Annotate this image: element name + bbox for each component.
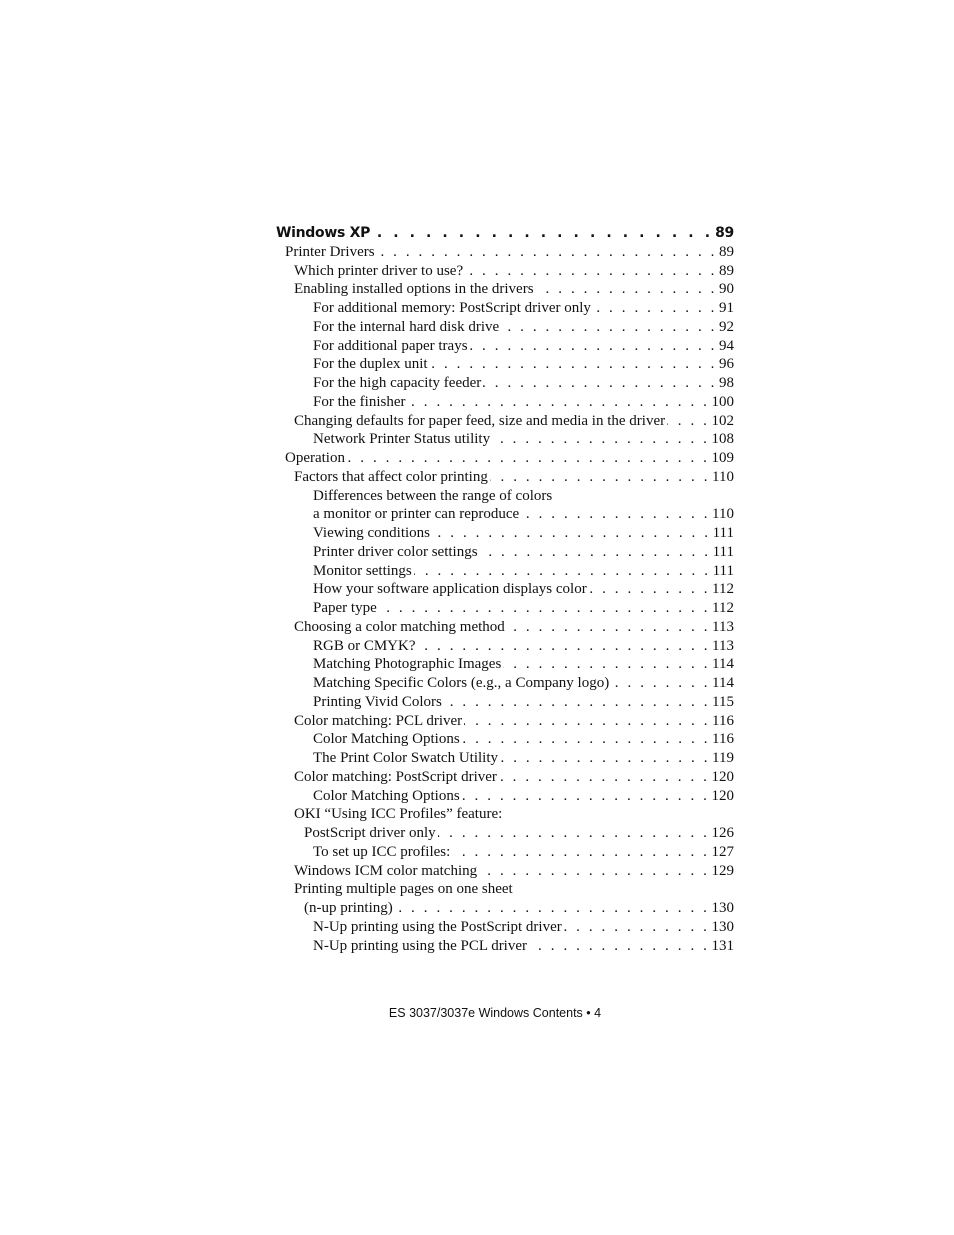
toc-entry-title: Color Matching Options [313,787,460,804]
toc-entry-title: Differences between the range of colors [313,487,553,504]
toc-dot-leader [470,337,717,356]
toc-entry[interactable] [276,318,734,337]
toc-entry-title: Viewing conditions [313,525,431,541]
toc-entry-page: 120 [711,768,734,785]
toc-entry[interactable] [276,637,734,656]
toc-dot-leader [407,393,709,412]
toc-entry[interactable] [276,843,734,862]
toc-entry-page: 112 [712,600,734,616]
toc-entry-page: 129 [711,862,734,879]
toc-entry-title: Printing Vivid Colors [313,693,442,710]
toc-entry-page: 100 [711,393,734,410]
toc-entry-page: 96 [719,356,734,373]
toc-dot-leader [347,449,710,468]
toc-entry[interactable] [276,674,734,693]
toc-entry-page: 119 [712,750,734,766]
toc-entry-page: 89 [719,262,734,279]
toc-entry-title: Color matching: PostScript driver [294,768,497,785]
toc-entry-page: 111 [712,562,734,579]
toc-dot-leader [377,243,717,262]
toc-entry-page: 108 [711,431,734,448]
toc-entry-title: To set up ICC profiles: [313,843,451,860]
toc-entry[interactable] [276,618,734,637]
toc-entry-page: 120 [711,787,734,804]
toc-entry[interactable] [276,337,734,356]
toc-entry-title: Paper type [313,600,377,616]
toc-entry-page: 109 [711,450,734,466]
toc-entry-title: For the duplex unit [313,356,428,373]
toc-entry-page: 111 [712,543,734,560]
toc-entry-page: 111 [712,525,734,541]
toc-dot-leader [379,599,710,618]
toc-entry[interactable] [276,430,734,449]
toc-dot-leader [564,918,710,937]
toc-entry[interactable] [276,712,734,731]
toc-dot-leader [499,768,710,787]
toc-entry-title: Network Printer Status utility [313,431,491,448]
toc-entry-page: 112 [712,581,734,598]
toc-dot-leader [464,712,710,731]
toc-entry-page: 92 [719,318,734,335]
toc-dot-leader [444,693,710,712]
toc-entry[interactable] [276,505,734,524]
toc-entry-title: (n-up printing) [304,900,393,916]
toc-entry-page: 113 [712,637,734,654]
toc-entry-title: For the finisher [313,393,406,410]
toc-entry-title: Matching Specific Colors (e.g., a Company logo) [313,675,610,691]
toc-dot-leader [418,637,711,656]
toc-entry-page: 90 [719,281,734,298]
toc-entry[interactable] [276,543,734,562]
toc-entry[interactable] [276,262,734,281]
toc-dot-leader [611,674,710,693]
toc-entry[interactable] [276,524,734,543]
toc-entry-title: Which printer driver to use? [294,262,464,279]
toc-entry-page: 91 [719,300,734,316]
toc-dot-leader [372,224,713,243]
toc-entry-title: N-Up printing using the PCL driver [313,937,528,954]
toc-dot-leader [529,937,709,956]
toc-entry-title: Enabling installed options in the drivers [294,281,534,298]
toc-entry-title: Printer Drivers [285,243,375,260]
toc-entry[interactable] [276,468,734,487]
toc-dot-leader [503,655,710,674]
toc-entry-page: 126 [711,825,734,841]
toc-entry-page: 116 [712,712,734,729]
toc-entry[interactable] [276,355,734,374]
toc-dot-leader [465,262,717,281]
toc-entry[interactable] [276,693,734,712]
toc-dot-leader [432,524,711,543]
toc-entry-title: Printer driver color settings [313,543,478,560]
toc-entry-page: 131 [711,937,734,954]
toc-entry[interactable] [276,749,734,768]
toc-entry-page: 98 [719,375,734,391]
toc-entry-title: Operation [285,450,345,466]
toc-entry-title: Windows ICM color matching [294,862,478,879]
toc-dot-leader [500,749,710,768]
toc-entry-page: 89 [719,243,734,260]
toc-dot-leader [521,505,710,524]
toc-entry[interactable] [276,599,734,618]
toc-entry-title: Choosing a color matching method [294,618,505,635]
toc-entry-title: How your software application displays color [313,581,587,598]
toc-entry-page: 102 [711,412,734,429]
toc-entry[interactable] [276,880,734,899]
toc-entry[interactable] [276,299,734,318]
toc-entry[interactable] [276,562,734,581]
toc-entry-title: For additional memory: PostScript driver only [313,300,591,316]
toc-entry-title: Windows XP [276,225,371,241]
toc-entry[interactable] [276,224,734,243]
toc-entry-page: 114 [712,675,734,691]
toc-entry-title: Monitor settings [313,562,412,579]
toc-entry[interactable] [276,730,734,749]
toc-dot-leader [492,430,709,449]
toc-entry-title: N-Up printing using the PostScript driver [313,918,562,935]
toc-entry[interactable] [276,393,734,412]
toc-entry[interactable] [276,787,734,806]
toc-dot-leader [507,618,710,637]
toc-entry-page: 127 [711,843,734,860]
toc-entry[interactable] [276,280,734,299]
toc-dot-leader [589,580,710,599]
toc-entry-page: 113 [712,618,734,635]
toc-entry-title: For the internal hard disk drive [313,318,500,335]
page-footer: ES 3037/3037e Windows Contents • 4 [388,1006,602,1020]
toc-entry-page: 110 [712,506,734,523]
toc-entry-title: Color Matching Options [313,731,460,748]
toc-entry-title: a monitor or printer can reproduce [313,506,520,523]
toc-dot-leader [395,899,710,918]
toc-dot-leader [483,374,717,393]
toc-entry[interactable] [276,768,734,787]
toc-entry-page: 116 [712,731,734,748]
toc-entry-page: 115 [712,693,734,710]
toc-entry[interactable] [276,487,734,506]
toc-dot-leader [490,468,710,487]
toc-dot-leader [479,862,709,881]
toc-entry-page: 110 [712,468,734,485]
toc-entry-title: The Print Color Swatch Utility [313,750,498,766]
toc-entry[interactable] [276,805,734,824]
toc-entry-page: 130 [711,918,734,935]
toc-dot-leader [414,562,711,581]
toc-entry-title: RGB or CMYK? [313,637,416,654]
toc-entry-title: Matching Photographic Images [313,656,502,673]
toc-dot-leader [452,843,709,862]
toc-dot-leader [480,543,711,562]
toc-entry-title: Changing defaults for paper feed, size and media in the driver [294,412,666,429]
toc-entry[interactable] [276,412,734,431]
toc-entry[interactable] [276,449,734,468]
toc-dot-leader [536,280,717,299]
toc-entry[interactable] [276,243,734,262]
toc-entry[interactable] [276,937,734,956]
toc-entry-page: 130 [711,900,734,916]
toc-dot-leader [501,318,717,337]
toc-entry[interactable] [276,580,734,599]
toc-dot-leader [667,412,709,431]
toc-dot-leader [593,299,717,318]
toc-entry-page: 89 [715,225,734,241]
toc-entry-title: For additional paper trays [313,337,468,354]
toc-entry-page: 94 [719,337,734,354]
toc-entry-page: 114 [712,656,734,673]
toc-entry-title: OKI “Using ICC Profiles” feature: [294,806,503,823]
toc-entry-title: Color matching: PCL driver [294,712,463,729]
toc-entry[interactable] [276,862,734,881]
toc-entry[interactable] [276,918,734,937]
toc-entry[interactable] [276,655,734,674]
toc-entry-title: Factors that affect color printing [294,468,488,485]
toc-dot-leader [462,730,710,749]
toc-entry[interactable] [276,374,734,393]
toc-dot-leader [438,824,710,843]
toc-dot-leader [430,355,717,374]
table-of-contents [276,224,734,955]
toc-entry[interactable] [276,899,734,918]
toc-dot-leader [462,787,710,806]
toc-entry-title: PostScript driver only [304,825,436,841]
toc-entry-title: For the high capacity feeder [313,375,482,391]
toc-entry-title: Printing multiple pages on one sheet [294,881,513,898]
toc-entry[interactable] [276,824,734,843]
